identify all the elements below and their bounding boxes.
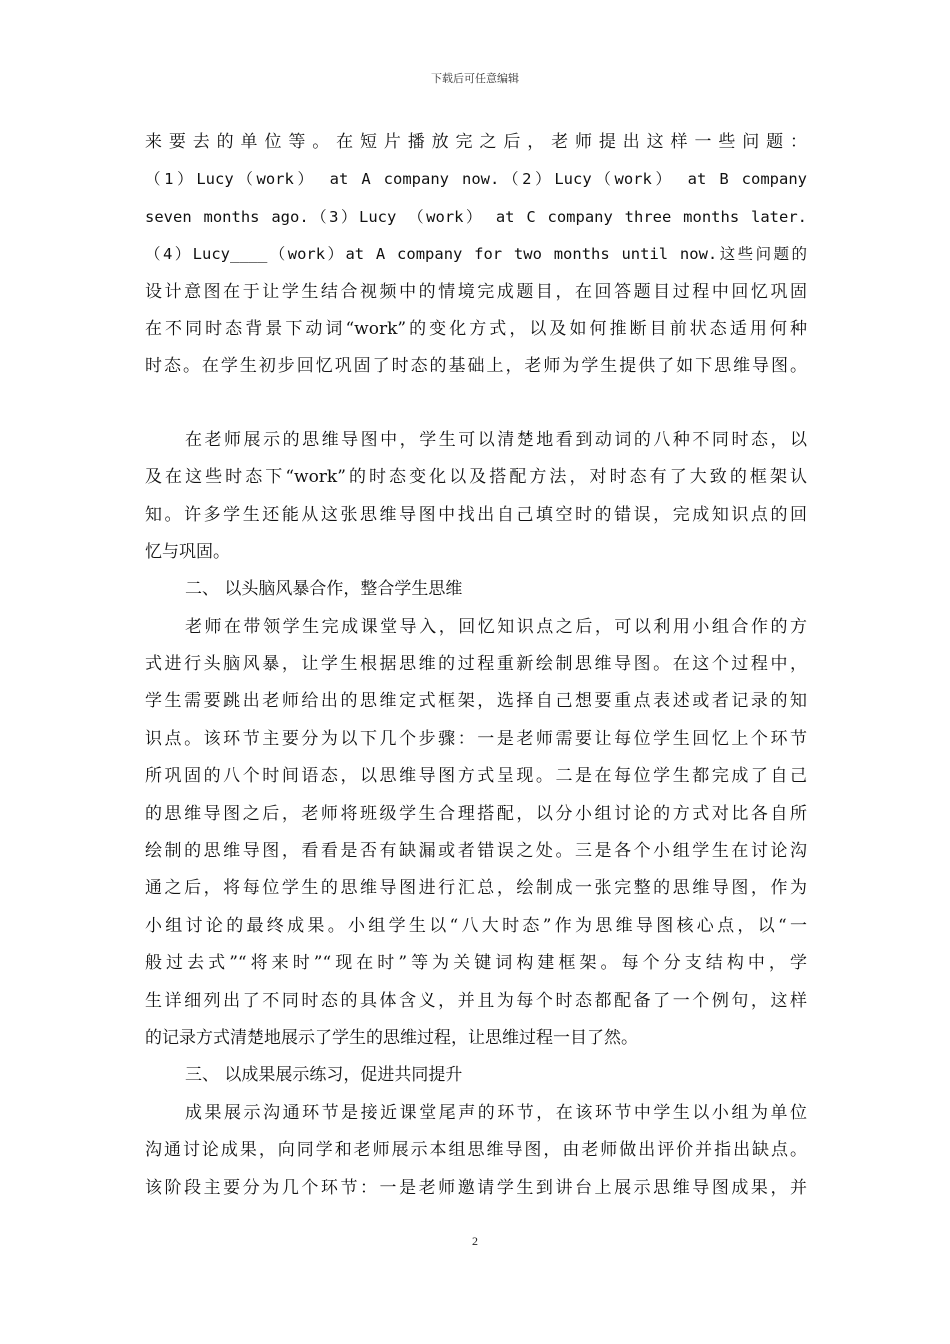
text-line: 知。许多学生还能从这张思维导图中找出自己填空时的错误，完成知识点的回: [145, 504, 807, 525]
text-line: 该阶段主要分为几个环节：一是老师邀请学生到讲台上展示思维导图成果，并: [145, 1177, 807, 1198]
intro-block: [145, 124, 807, 386]
section-heading: 三、 以成果展示练习，促进共同提升: [185, 1065, 463, 1086]
text-line: 识点。该环节主要分为以下几个步骤：一是老师需要让每位学生回忆上个环节: [145, 728, 807, 749]
text-line: 设计意图在于让学生结合视频中的情境完成题目，在回答题目过程中回忆巩固: [145, 281, 807, 302]
document-body: [145, 124, 807, 1207]
text-line: 及在这些时态下“work”的时态变化以及搭配方法，对时态有了大致的框架认: [145, 467, 807, 488]
mindmap-paragraph: [145, 422, 807, 572]
text-line: 学生需要跳出老师给出的思维定式框架，选择自己想要重点表述或者记录的知: [145, 691, 807, 712]
section-three-body: [145, 1095, 807, 1207]
section-two-body: [145, 609, 807, 1058]
text-line: 来要去的单位等。在短片播放完之后，老师提出这样一些问题：: [145, 132, 807, 152]
text-line: 成果展示沟通环节是接近课堂尾声的环节，在该环节中学生以小组为单位: [185, 1102, 807, 1123]
page-number: 2: [472, 1234, 478, 1248]
text-line: 的思维导图之后，老师将班级学生合理搭配，以分小组讨论的方式对比各自所: [145, 803, 807, 824]
text-line: （4）Lucy____（work）at A company for two months until now.这些问题的: [145, 245, 807, 264]
text-line: seven months ago.（3）Lucy （work） at C company three months later.: [145, 207, 807, 226]
page-header: 下载后可任意编辑: [431, 72, 519, 85]
text-line: 在老师展示的思维导图中，学生可以清楚地看到动词的八种不同时态，以: [185, 429, 807, 450]
text-line: 沟通讨论成果，向同学和老师展示本组思维导图，由老师做出评价并指出缺点。: [145, 1140, 807, 1161]
text-line: 生详细列出了不同时态的具体含义，并且为每个时态都配备了一个例句，这样: [145, 990, 807, 1011]
text-line: 所巩固的八个时间语态，以思维导图方式呈现。二是在每位学生都完成了自己: [145, 766, 807, 787]
text-line: 小组讨论的最终成果。小组学生以“八大时态”作为思维导图核心点，以“一: [145, 915, 807, 936]
text-line: 老师在带领学生完成课堂导入，回忆知识点之后，可以利用小组合作的方: [185, 616, 807, 637]
text-line: 通之后，将每位学生的思维导图进行汇总，绘制成一张完整的思维导图，作为: [145, 878, 807, 899]
text-line: 绘制的思维导图，看看是否有缺漏或者错误之处。三是各个小组学生在讨论沟: [145, 841, 807, 862]
mindmap-placeholder-gap: [145, 386, 807, 422]
section-heading: 二、 以头脑风暴合作，整合学生思维: [185, 579, 463, 600]
text-line: 的记录方式清楚地展示了学生的思维过程，让思维过程一目了然。: [145, 1027, 638, 1048]
text-line: 般过去式”“将来时”“现在时”等为关键词构建框架。每个分支结构中，学: [145, 953, 807, 974]
text-line: 在不同时态背景下动词“work”的变化方式，以及如何推断目前状态适用何种: [145, 318, 807, 339]
text-line: 忆与巩固。: [145, 541, 230, 562]
text-line: 式进行头脑风暴，让学生根据思维的过程重新绘制思维导图。在这个过程中，: [145, 654, 807, 675]
text-line: （1）Lucy（work） at A company now.（2）Lucy（work） at B company: [145, 170, 807, 189]
text-line: 时态。在学生初步回忆巩固了时态的基础上，老师为学生提供了如下思维导图。: [145, 356, 807, 377]
